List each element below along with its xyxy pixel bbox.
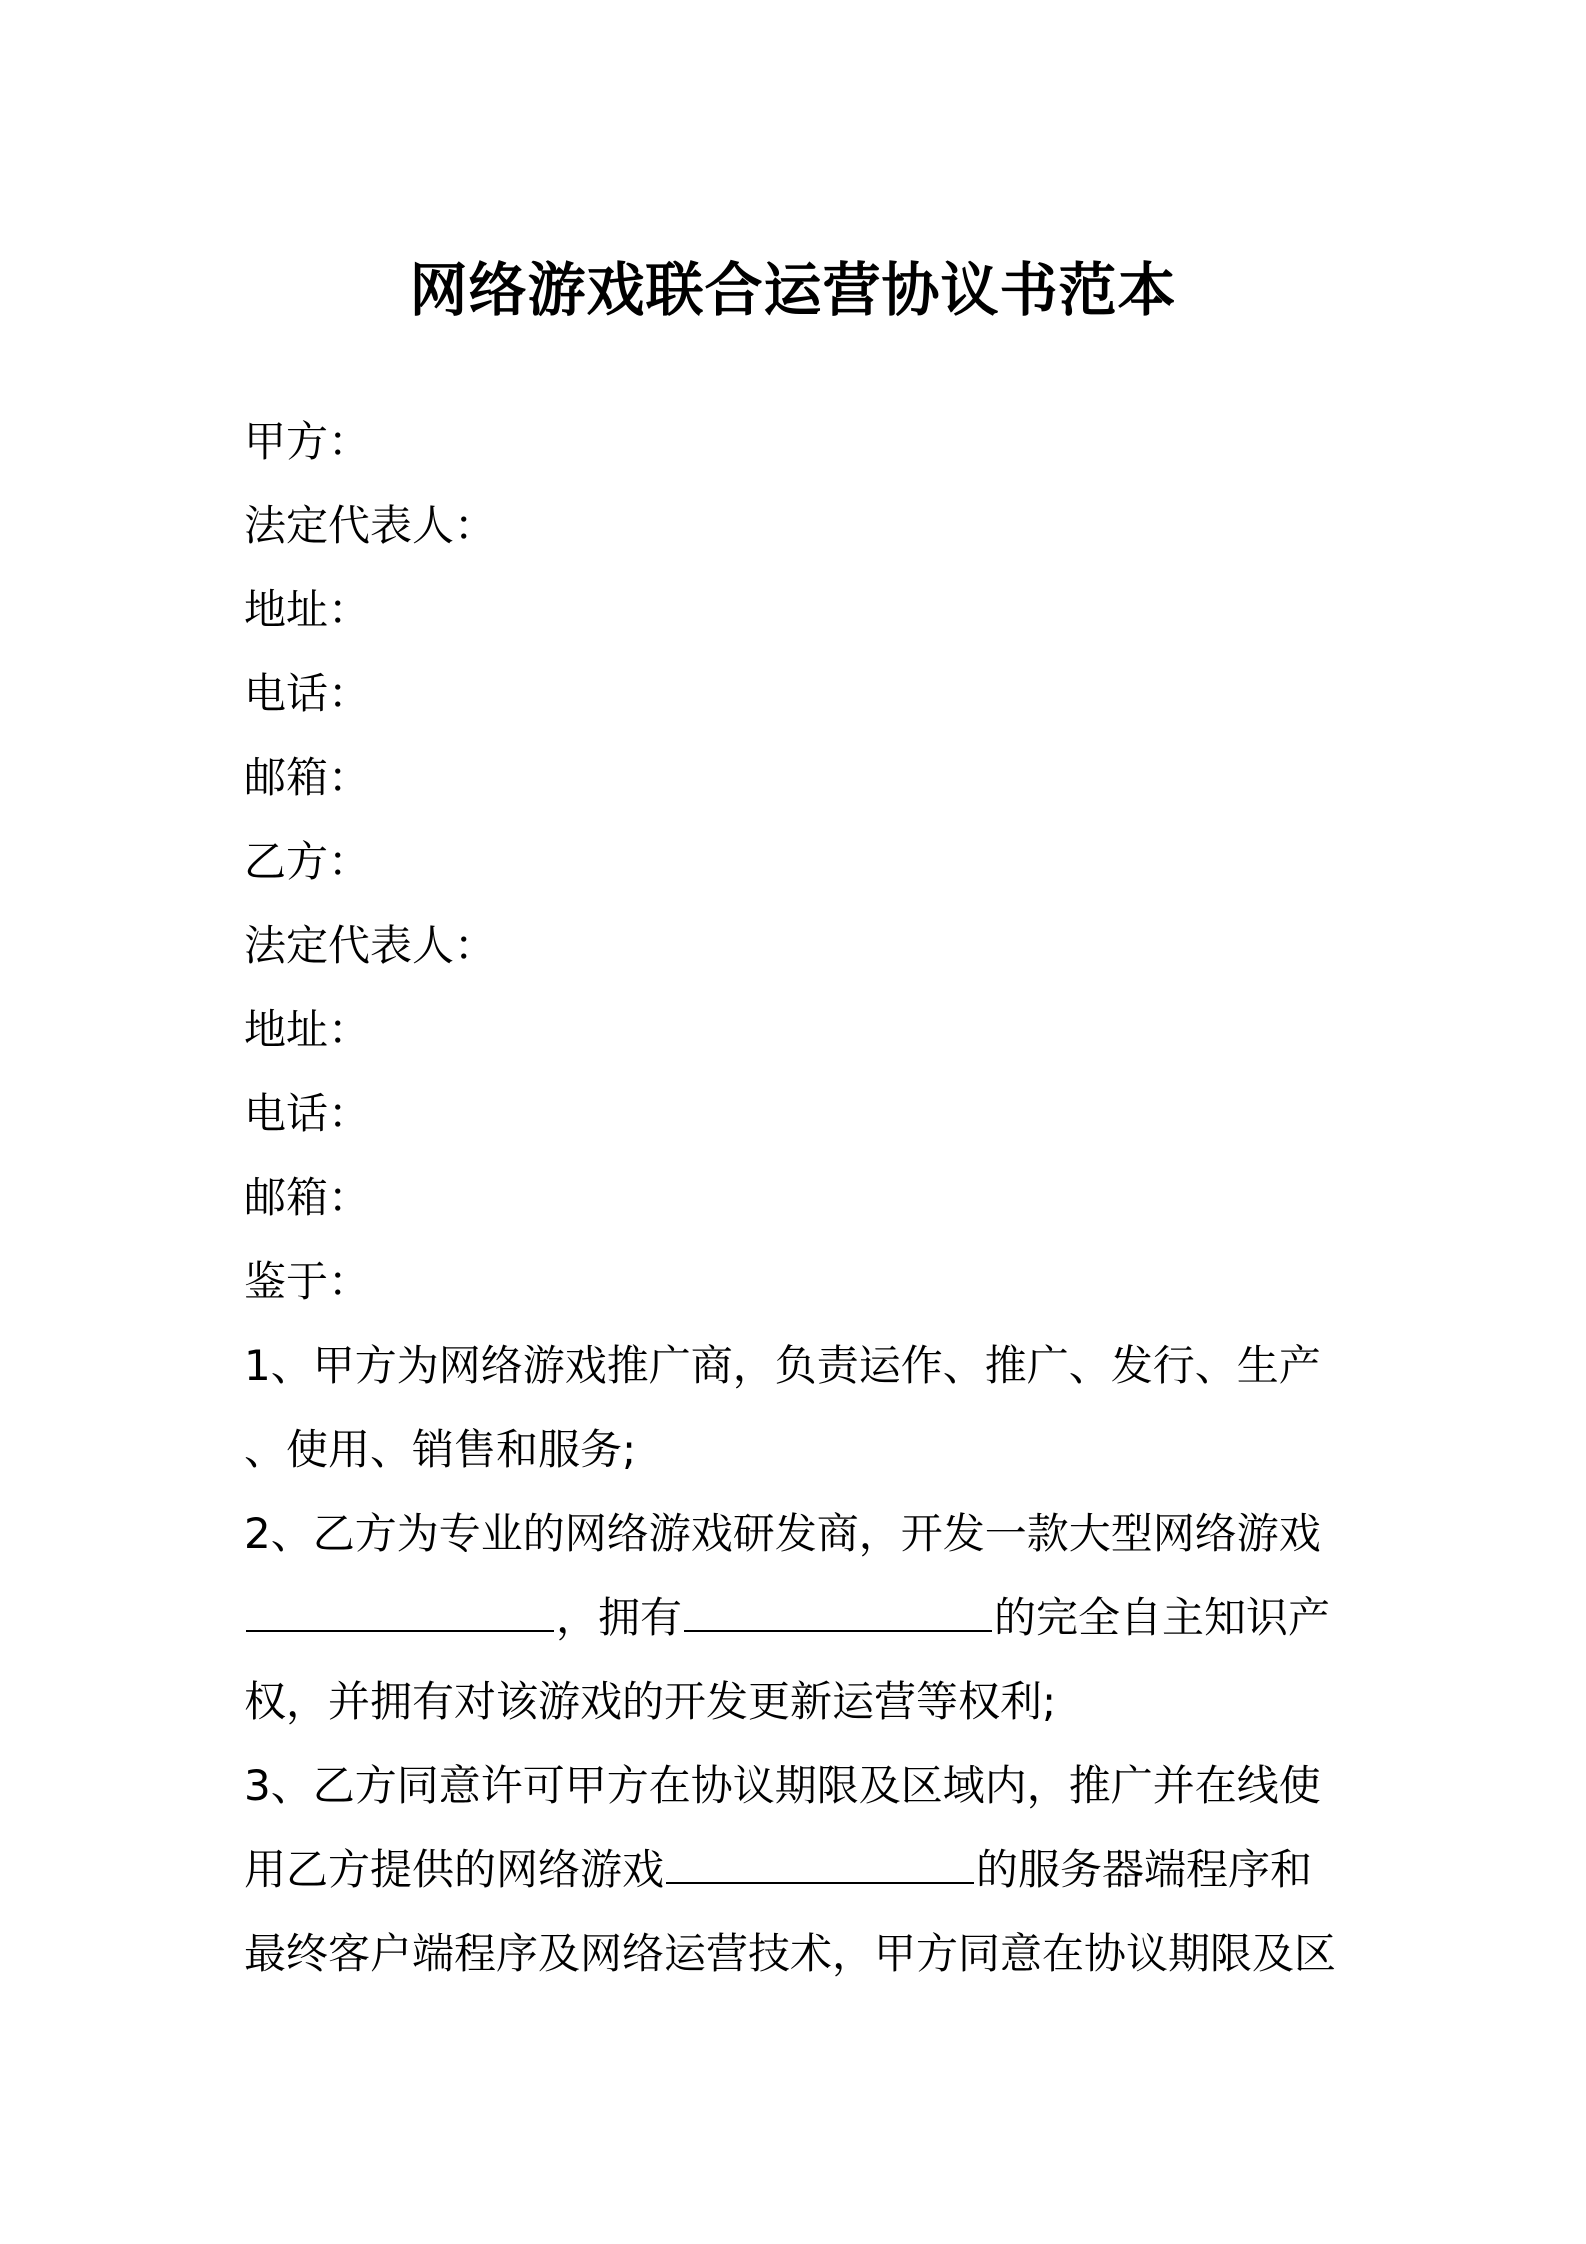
- party-a-email: 邮箱：: [244, 753, 371, 802]
- clause-2-line-2: [244, 1576, 1356, 1660]
- clause-3-game-text: 用乙方提供的网络游戏: [244, 1845, 665, 1894]
- party-a-label: 甲方：: [244, 417, 371, 466]
- party-a-phone: 电话：: [244, 669, 371, 718]
- clause-3-line-3: 最终客户端程序及网络运营技术，甲方同意在协议期限及区: [244, 1929, 1337, 1978]
- clause-1-line-2: 、使用、销售和服务;: [244, 1425, 637, 1474]
- party-b-email: 邮箱：: [244, 1173, 371, 1222]
- clause-3-line-2: [244, 1828, 1356, 1912]
- party-a-address: 地址：: [244, 585, 371, 634]
- game-title-blank: [666, 1882, 974, 1884]
- clause-2-ip-text: 的完全自主知识产: [994, 1593, 1331, 1642]
- party-b-address: 地址：: [244, 1005, 371, 1054]
- document-title: 网络游戏联合运营协议书范本: [409, 256, 1177, 324]
- clause-2-line-1: 2、乙方为专业的网络游戏研发商，开发一款大型网络游戏: [244, 1509, 1321, 1558]
- party-a-representative: 法定代表人：: [244, 501, 497, 550]
- ip-subject-blank: [684, 1630, 992, 1632]
- clause-2-own-text: ，拥有: [556, 1593, 683, 1642]
- clause-3-server-text: 的服务器端程序和: [976, 1845, 1313, 1894]
- document-body: [244, 400, 1356, 1996]
- party-b-representative: 法定代表人：: [244, 921, 497, 970]
- game-name-blank: [246, 1630, 554, 1632]
- whereas-heading: 鉴于：: [244, 1257, 371, 1306]
- party-b-label: 乙方：: [244, 837, 371, 886]
- party-b-phone: 电话：: [244, 1089, 371, 1138]
- clause-2-line-3: 权，并拥有对该游戏的开发更新运营等权利;: [244, 1677, 1057, 1726]
- clause-1-line-1: 1、甲方为网络游戏推广商，负责运作、推广、发行、生产: [244, 1341, 1321, 1390]
- clause-3-line-1: 3、乙方同意许可甲方在协议期限及区域内，推广并在线使: [244, 1761, 1321, 1810]
